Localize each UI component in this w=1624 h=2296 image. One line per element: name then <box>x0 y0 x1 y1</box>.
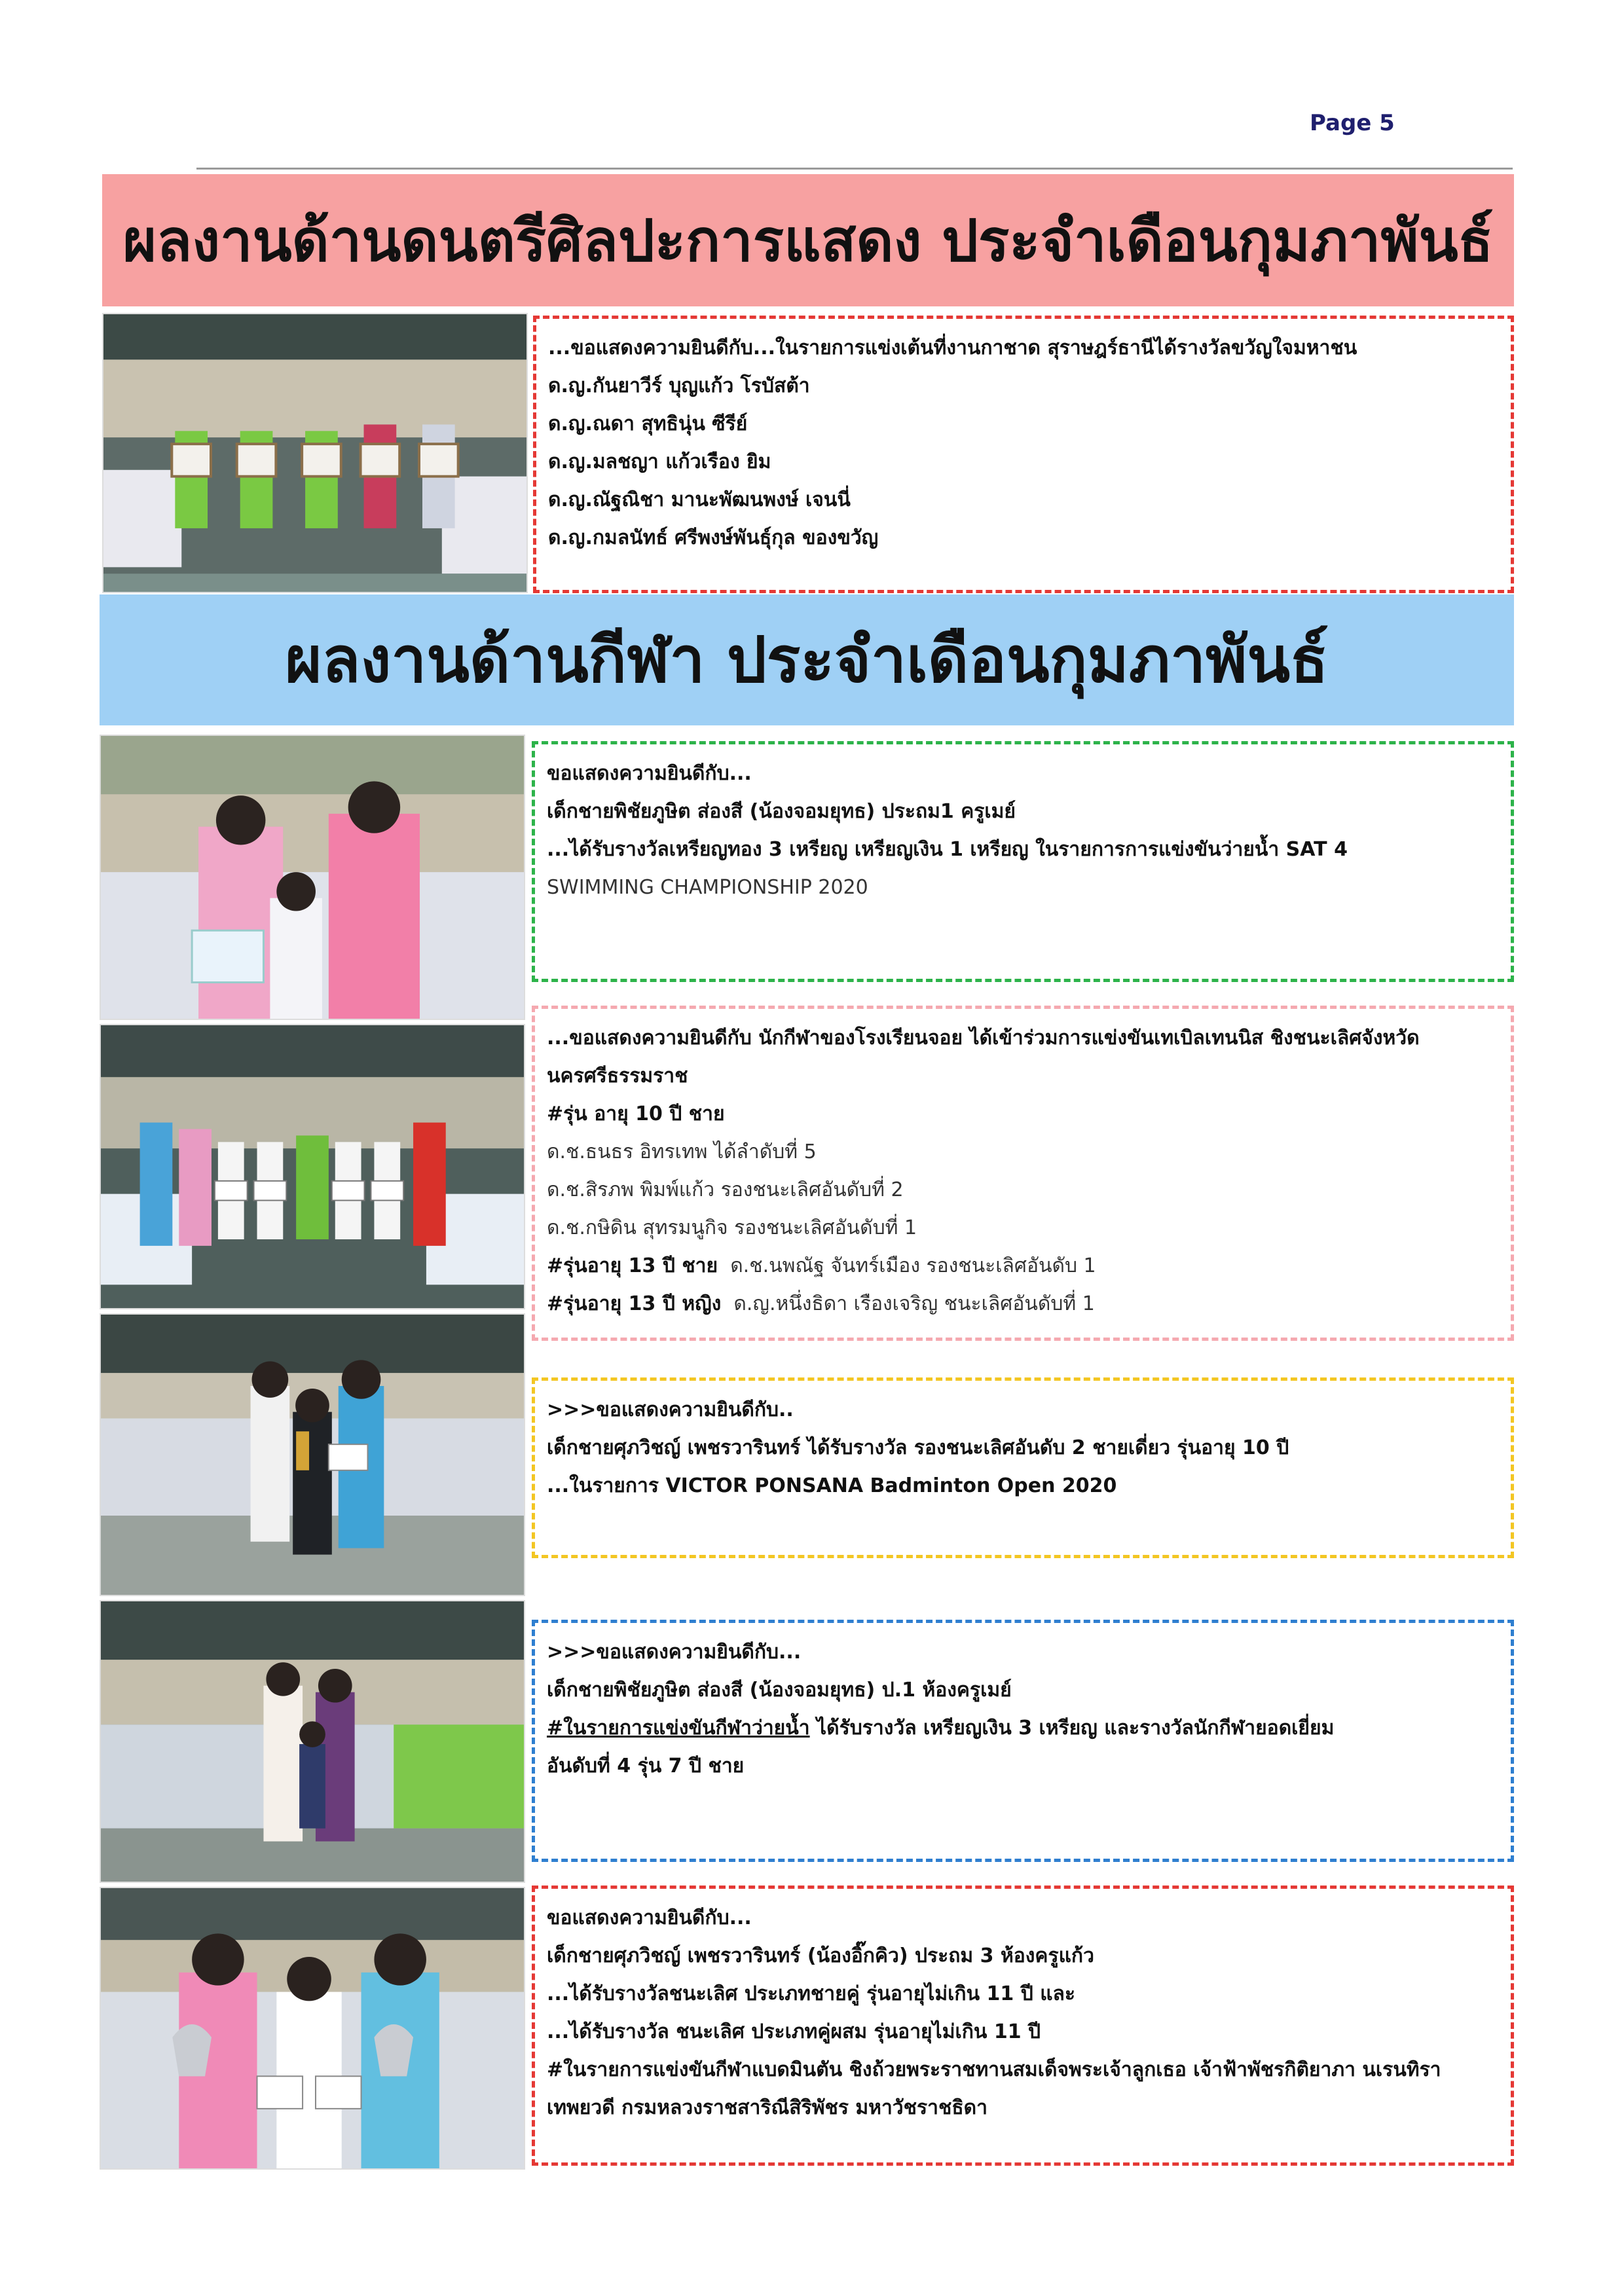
music-award-photo <box>102 313 528 593</box>
table-tennis-winner: ด.ช.กษิดิน สุทรมนูกิจ รองชนะเลิศอันดับที่ 1 <box>547 1216 917 1239</box>
badminton-royal-line: ...ได้รับรางวัลชนะเลิศ ประเภทชายคู่ รุ่นอายุไม่เกิน 11 ปี และ <box>547 1982 1076 2005</box>
music-award-line: ด.ญ.ณดา สุทธินุ่น ซีรีย์ <box>548 412 748 435</box>
badminton-royal-photo <box>100 1887 525 2170</box>
table-tennis-group-13-girl <box>547 1285 1499 1323</box>
badminton-victor-textbox <box>532 1377 1514 1558</box>
swim-games-line: อันดับที่ 4 รุ่น 7 ปี ชาย <box>547 1755 745 1777</box>
table-tennis-winner: ด.ช.สิรภพ พิมพ์แก้ว รองชนะเลิศอันดับที่ 2 <box>547 1178 904 1201</box>
swim-games-award: ได้รับรางวัล เหรียญเงิน 3 เหรียญ และรางวัลนักกีฬายอดเยี่ยม <box>809 1717 1335 1740</box>
music-section-banner <box>102 174 1514 306</box>
table-tennis-photo <box>100 1024 525 1309</box>
swim-sat4-line: เด็กชายพิชัยภูษิต ส่องสี (น้องจอมยุทธ) ประถม1 ครูเมย์ <box>547 800 1016 823</box>
swim-games-textbox <box>532 1620 1514 1862</box>
music-award-line: ด.ญ.กันยาวีร์ บุญแก้ว โรบัสต้า <box>548 374 810 397</box>
swim-games-line: >>>ขอแสดงความยินดีกับ... <box>547 1641 802 1664</box>
badminton-victor-line: ...ในรายการ VICTOR PONSANA Badminton Open 2020 <box>547 1474 1117 1497</box>
header-divider <box>196 168 1513 170</box>
swim-sat4-line: SWIMMING CHAMPIONSHIP 2020 <box>547 876 868 899</box>
badminton-royal-line: เทพยวดี กรมหลวงราชสาริณีสิริพัชร มหาวัชราชธิดา <box>547 2096 987 2119</box>
swim-sat4-photo <box>100 735 525 1020</box>
badminton-victor-photo <box>100 1313 525 1596</box>
page-number: Page 5 <box>1310 110 1395 136</box>
music-award-line: ด.ญ.กมลนัทธ์ ศรีพงษ์พันธุ์กุล ของขวัญ <box>548 526 879 549</box>
badminton-victor-line: เด็กชายศุภวิชญ์ เพชรวารินทร์ ได้รับรางวัล รองชนะเลิศอันดับ 2 ชายเดี่ยว รุ่นอายุ 10 ปี <box>547 1436 1289 1459</box>
swim-sat4-line: ...ได้รับรางวัลเหรียญทอง 3 เหรียญ เหรียญเงิน 1 เหรียญ ในรายการการแข่งขันว่ายน้ำ SAT 4 <box>547 838 1348 861</box>
music-award-line: ...ขอแสดงความยินดีกับ...ในรายการแข่งเต้นที่งานกาชาด สุราษฎร์ธานีได้รางวัลขวัญใจมหาชน <box>548 337 1357 359</box>
badminton-royal-line: ...ได้รับรางวัล ชนะเลิศ ประเภทคู่ผสม รุ่นอายุไม่เกิน 11 ปี <box>547 2020 1041 2043</box>
swim-games-line: เด็กชายพิชัยภูษิต ส่องสี (น้องจอมยุทธ) ป.1 ห้องครูเมย์ <box>547 1679 1012 1702</box>
sport-section-banner <box>100 594 1514 725</box>
table-tennis-textbox <box>532 1006 1514 1341</box>
sport-section-title: ผลงานด้านกีฬา ประจำเดือนกุมภาพันธ์ <box>285 623 1329 697</box>
music-award-line: ด.ญ.ณัฐณิชา มานะพัฒนพงษ์ เจนนี่ <box>548 488 851 511</box>
group-13-girl-label: #รุ่นอายุ 13 ปี หญิง <box>547 1292 722 1315</box>
swim-games-photo <box>100 1600 525 1883</box>
music-award-line: ด.ญ.มลชญา แก้วเรือง ยิม <box>548 450 771 473</box>
badminton-victor-line: >>>ขอแสดงความยินดีกับ.. <box>547 1398 794 1421</box>
badminton-royal-textbox <box>532 1886 1514 2166</box>
music-award-textbox <box>533 316 1514 593</box>
badminton-royal-line: #ในรายการแข่งขันกีฬาแบดมินตัน ชิงถ้วยพระราชทานสมเด็จพระเจ้าลูกเธอ เจ้าฟ้าพัชรกิติยาภา นเรนทิรา <box>547 2058 1441 2081</box>
group-13-boy-result: ด.ช.นพณัฐ จันทร์เมือง รองชนะเลิศอันดับ 1 <box>730 1254 1096 1277</box>
swim-games-event: #ในรายการแข่งขันกีฬาว่ายน้ำ <box>547 1717 810 1740</box>
table-tennis-group-13-boy <box>547 1247 1499 1285</box>
group-13-boy-label: #รุ่นอายุ 13 ปี ชาย <box>547 1254 718 1277</box>
music-section-title: ผลงานด้านดนตรีศิลปะการแสดง ประจำเดือนกุมภาพันธ์ <box>122 207 1494 274</box>
table-tennis-group-10: #รุ่น อายุ 10 ปี ชาย <box>547 1102 725 1125</box>
badminton-royal-line: ขอแสดงความยินดีกับ... <box>547 1906 752 1929</box>
group-13-girl-result: ด.ญ.หนึ่งธิดา เรืองเจริญ ชนะเลิศอันดับที่ 1 <box>733 1292 1095 1315</box>
table-tennis-intro: นครศรีธรรมราช <box>547 1065 688 1087</box>
swim-sat4-textbox <box>532 741 1514 982</box>
swim-games-line <box>547 1709 1499 1747</box>
table-tennis-intro: ...ขอแสดงความยินดีกับ นักกีฬาของโรงเรียนจอย ได้เข้าร่วมการแข่งขันเทเบิลเทนนิส ชิงชนะเลิศจังหวัด <box>547 1027 1420 1049</box>
swim-sat4-line: ขอแสดงความยินดีกับ... <box>547 762 752 785</box>
badminton-royal-line: เด็กชายศุภวิชญ์ เพชรวารินทร์ (น้องอิ๊กคิว) ประถม 3 ห้องครูแก้ว <box>547 1944 1094 1967</box>
table-tennis-winner: ด.ช.ธนธร อิทรเทพ ได้ลำดับที่ 5 <box>547 1140 817 1163</box>
